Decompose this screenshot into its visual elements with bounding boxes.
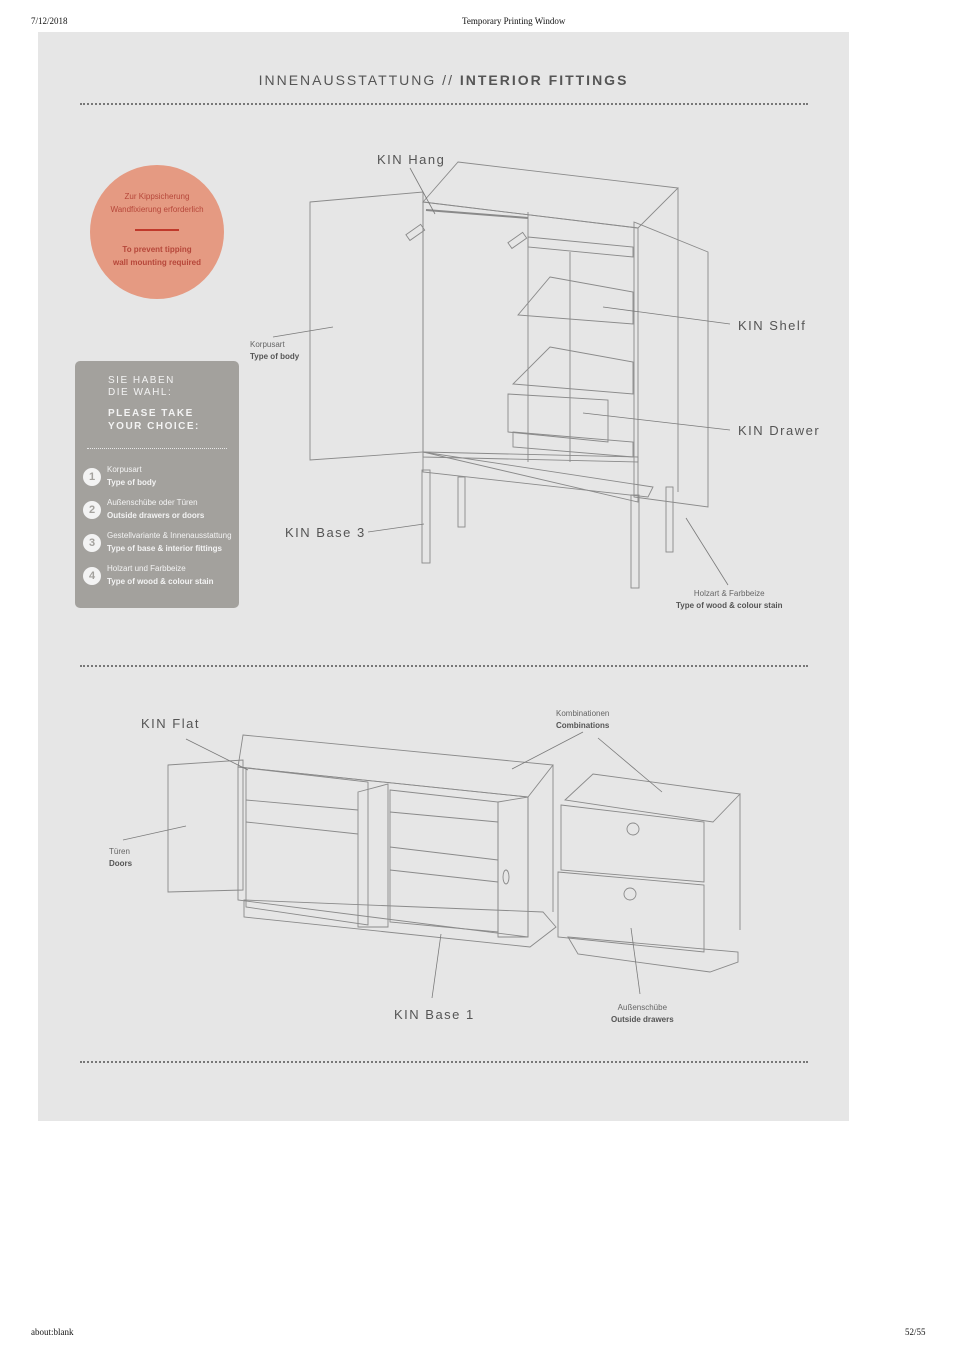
choice-item-en: Type of base & interior fittings <box>107 544 222 553</box>
heading-bold: INTERIOR FITTINGS <box>459 72 629 88</box>
choice-item <box>83 498 239 526</box>
caption-korpusart <box>250 339 299 363</box>
choice-number: 4 <box>83 567 101 585</box>
caption-holzart <box>676 588 783 612</box>
choice-item-de: Holzart und Farbbeize <box>107 564 186 573</box>
choice-item-en: Outside drawers or doors <box>107 511 205 520</box>
choice-de-line2: DIE WAHL: <box>108 387 173 398</box>
caption-en: Type of wood & colour stain <box>676 601 783 610</box>
print-date: 7/12/2018 <box>31 16 68 26</box>
heading-light: INNENAUSSTATTUNG // <box>258 72 454 88</box>
label-kin-base-1: KIN Base 1 <box>394 1007 475 1022</box>
label-kin-drawer: KIN Drawer <box>738 423 821 438</box>
caption-de: Türen <box>109 847 130 856</box>
choice-number: 1 <box>83 468 101 486</box>
choice-item-de: Gestellvariante & Innenausstattung <box>107 531 232 540</box>
label-kin-hang: KIN Hang <box>377 152 446 167</box>
caption-en: Outside drawers <box>611 1015 674 1024</box>
catalog-page <box>38 32 849 1121</box>
choice-number: 2 <box>83 501 101 519</box>
tipping-en-line2: wall mounting required <box>112 258 201 267</box>
sideboard-drawing <box>168 735 556 947</box>
print-page-number: 52/55 <box>905 1327 926 1337</box>
choice-en-line1: PLEASE TAKE <box>108 408 194 419</box>
choice-separator <box>87 448 227 449</box>
caption-kombinationen <box>556 708 609 732</box>
choice-number: 3 <box>83 534 101 552</box>
caption-de: Außenschübe <box>617 1003 668 1012</box>
label-kin-shelf: KIN Shelf <box>738 318 807 333</box>
choice-item-en: Type of wood & colour stain <box>107 577 214 586</box>
tipping-de-line2: Wandfixierung erforderlich <box>110 205 204 214</box>
label-kin-base-3: KIN Base 3 <box>285 525 366 540</box>
tipping-de-line1: Zur Kippsicherung <box>124 192 190 201</box>
choice-de-line1: SIE HABEN <box>108 375 175 386</box>
caption-de: Kombinationen <box>556 709 610 718</box>
choice-box <box>75 361 239 608</box>
tipping-en-line1: To prevent tipping <box>122 245 192 254</box>
caption-de: Holzart & Farbbeize <box>693 589 765 598</box>
tipping-warning-badge <box>90 165 224 299</box>
chest-drawing <box>558 774 740 972</box>
caption-en: Doors <box>109 859 133 868</box>
tipping-divider <box>135 229 179 231</box>
wardrobe-drawing <box>310 162 708 588</box>
print-url: about:blank <box>31 1327 74 1337</box>
caption-de: Korpusart <box>250 340 285 349</box>
choice-item-de: Korpusart <box>107 465 142 474</box>
caption-en: Combinations <box>556 721 610 730</box>
choice-item-en: Type of body <box>107 478 157 487</box>
choice-en-line2: YOUR CHOICE: <box>108 421 200 432</box>
caption-tueren <box>109 846 132 870</box>
choice-item <box>83 531 239 559</box>
choice-item-de: Außenschübe oder Türen <box>107 498 198 507</box>
label-kin-flat: KIN Flat <box>141 716 200 731</box>
caption-en: Type of body <box>250 352 300 361</box>
caption-aussenschuebe <box>611 1002 674 1026</box>
print-window-title: Temporary Printing Window <box>462 16 566 26</box>
choice-item <box>83 564 239 592</box>
choice-item <box>83 465 239 493</box>
